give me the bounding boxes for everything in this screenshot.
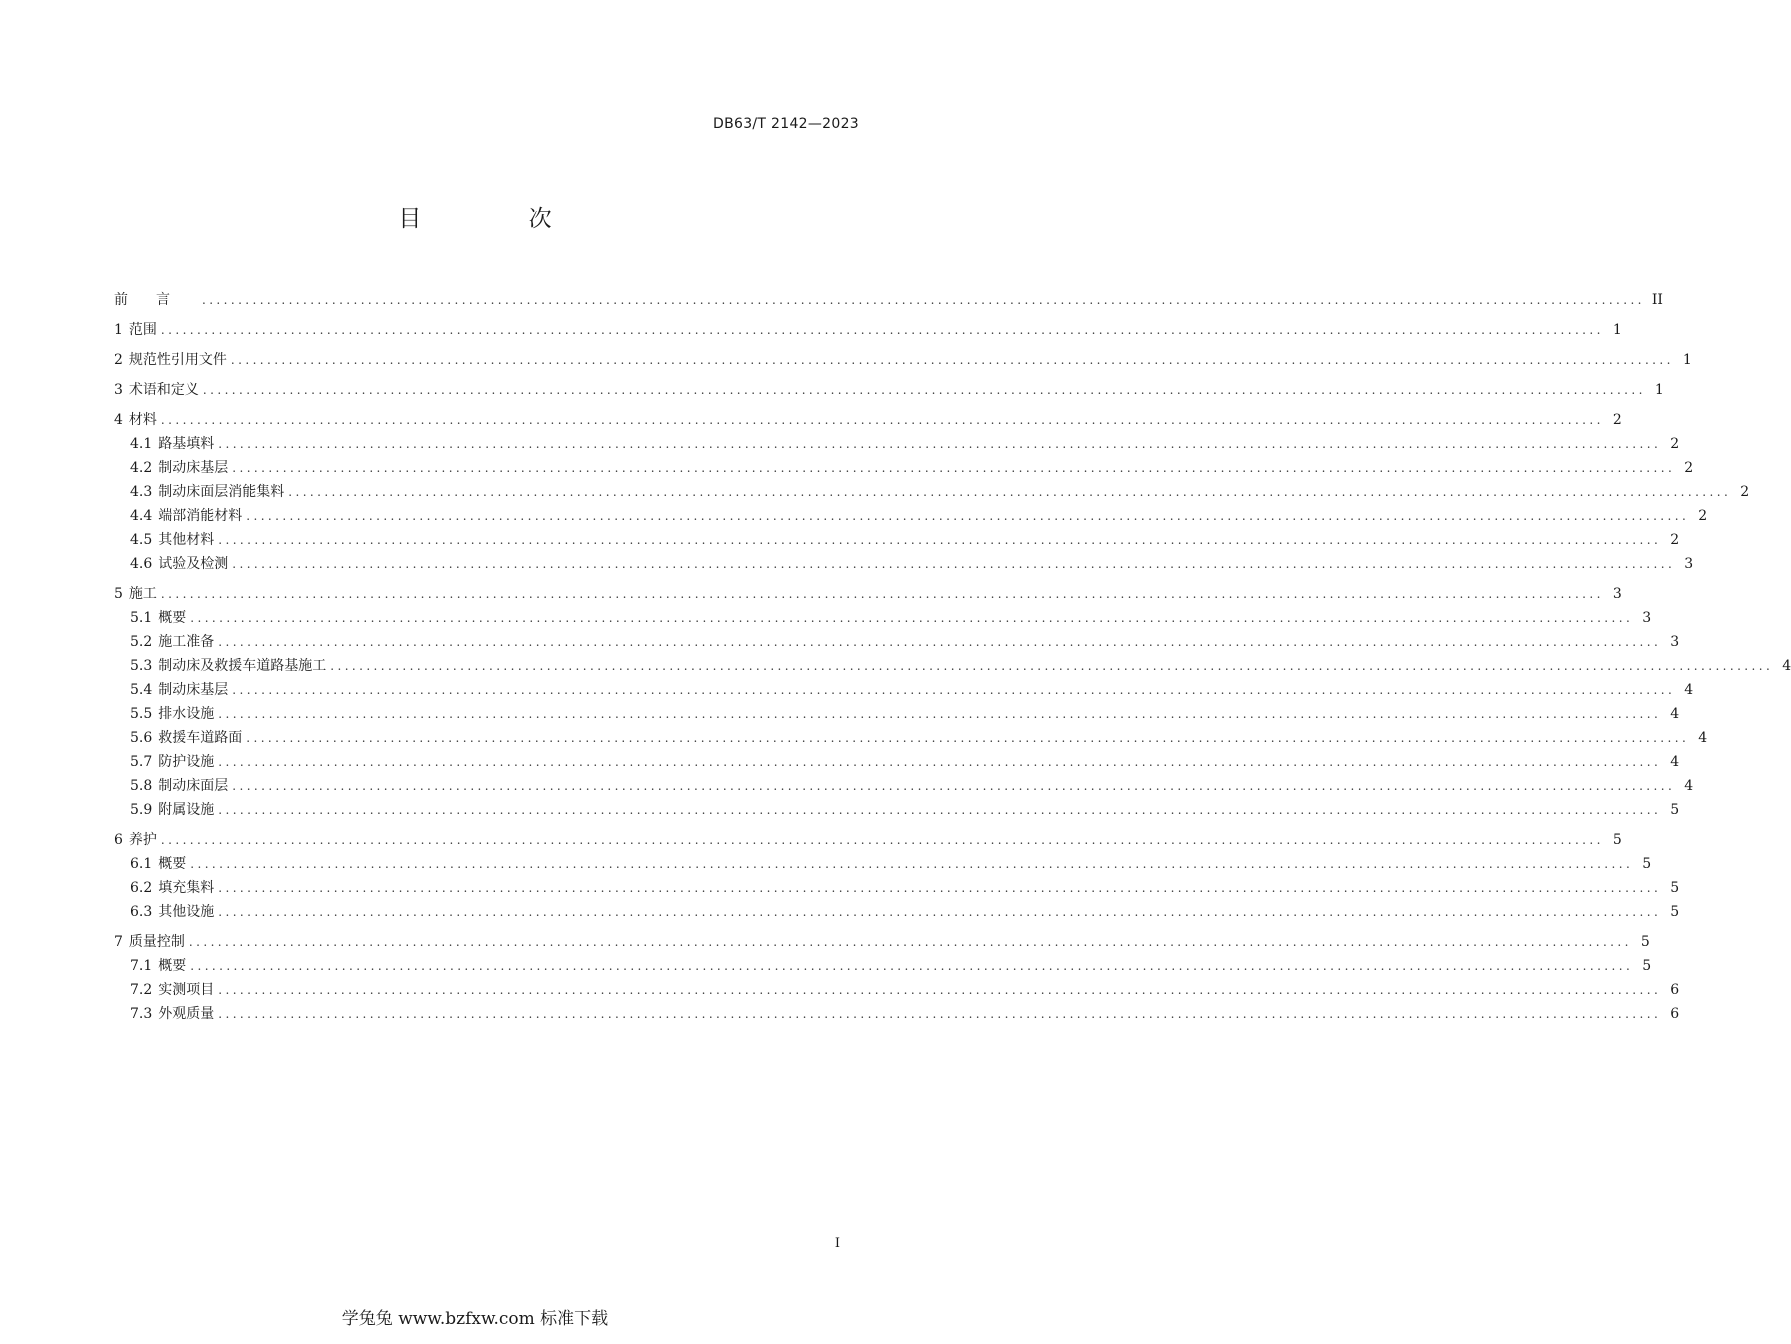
toc-entry-title: 其他设施 xyxy=(158,904,215,920)
toc-entry[interactable] xyxy=(114,900,1680,924)
toc-entry[interactable] xyxy=(114,954,1652,978)
toc-entry-number: 5.1 xyxy=(130,610,153,626)
toc-entry-number: 5 xyxy=(114,586,123,602)
toc-dot-leader: ........................................................................................................................................................................................................ xyxy=(288,485,1732,499)
toc-entry-title: 规范性引用文件 xyxy=(128,352,227,368)
toc-entry-label xyxy=(130,630,214,654)
toc-dot-leader: ........................................................................................................................................................................................................ xyxy=(218,1007,1662,1021)
toc-entry-label xyxy=(130,798,214,822)
toc-entry-page: 5 xyxy=(1670,802,1680,818)
toc-entry-page: 4 xyxy=(1684,778,1694,794)
toc-entry[interactable] xyxy=(114,480,1750,504)
toc-entry-page: 5 xyxy=(1642,856,1652,872)
toc-entry[interactable] xyxy=(114,798,1680,822)
toc-entry-label xyxy=(114,318,157,342)
toc-entry-label xyxy=(130,456,228,480)
toc-entry-number: 4 xyxy=(114,412,123,428)
toc-dot-leader: ........................................................................................................................................................................................................ xyxy=(188,935,1632,949)
toc-entry-number: 4.3 xyxy=(130,484,153,500)
toc-entry-number: 4.2 xyxy=(130,460,153,476)
toc-entry[interactable] xyxy=(114,828,1622,852)
toc-entry-number: 7.1 xyxy=(130,958,153,974)
toc-entry[interactable] xyxy=(114,978,1680,1002)
toc-entry-number: 7.2 xyxy=(130,982,153,998)
toc-entry-label xyxy=(130,432,214,456)
toc-entry-page: 2 xyxy=(1670,436,1680,452)
toc-entry-title: 概要 xyxy=(158,958,187,974)
toc-entry-title: 其他材料 xyxy=(158,532,215,548)
toc-entry[interactable] xyxy=(114,702,1680,726)
toc-entry-number: 4.5 xyxy=(130,532,153,548)
toc-entry-page: 2 xyxy=(1684,460,1694,476)
toc-entry-number: 5.7 xyxy=(130,754,153,770)
toc-entry-label xyxy=(130,504,242,528)
toc-entry-number: 4.6 xyxy=(130,556,153,572)
toc-entry[interactable] xyxy=(114,630,1680,654)
toc-dot-leader: ........................................................................................................................................................................................................ xyxy=(218,635,1662,649)
toc-entry-title: 质量控制 xyxy=(128,934,185,950)
toc-entry-number: 7 xyxy=(114,934,123,950)
toc-dot-leader: ........................................................................................................................................................................................................ xyxy=(190,959,1634,973)
toc-entry-page: 2 xyxy=(1670,532,1680,548)
toc-dot-leader: ........................................................................................................................................................................................................ xyxy=(218,437,1662,451)
toc-entry-title: 材料 xyxy=(128,412,157,428)
toc-entry-label xyxy=(130,528,214,552)
toc-dot-leader: ........................................................................................................................................................................................................ xyxy=(230,353,1674,367)
toc-dot-leader: ........................................................................................................................................................................................................ xyxy=(160,587,1604,601)
toc-entry[interactable] xyxy=(114,552,1694,576)
toc-dot-leader: ........................................................................................................................................................................................................ xyxy=(190,611,1634,625)
toc-entry[interactable] xyxy=(114,378,1664,402)
toc-entry-page: 2 xyxy=(1740,484,1750,500)
toc-entry-number: 5.3 xyxy=(130,658,153,674)
toc-entry-page: 1 xyxy=(1654,382,1664,398)
toc-dot-leader: ........................................................................................................................................................................................................ xyxy=(202,383,1646,397)
toc-entry-page: II xyxy=(1651,292,1663,308)
toc-entry-title: 施工 xyxy=(128,586,157,602)
toc-entry-page: 4 xyxy=(1670,706,1680,722)
toc-entry-title: 救援车道路面 xyxy=(158,730,243,746)
toc-entry-page: 2 xyxy=(1698,508,1708,524)
toc-dot-leader: ........................................................................................................................................................................................................ xyxy=(232,461,1676,475)
toc-entry-title: 填充集料 xyxy=(158,880,215,896)
toc-entry-number: 7.3 xyxy=(130,1006,153,1022)
toc-entry-title: 范围 xyxy=(128,322,157,338)
toc-entry-title: 排水设施 xyxy=(158,706,215,722)
toc-entry-page: 3 xyxy=(1642,610,1652,626)
toc-dot-leader: ........................................................................................................................................................................................................ xyxy=(246,509,1690,523)
toc-dot-leader: ........................................................................................................................................................................................................ xyxy=(218,533,1662,547)
toc-entry[interactable] xyxy=(114,654,1791,678)
toc-entry-page: 1 xyxy=(1612,322,1622,338)
toc-dot-leader: ........................................................................................................................................................................................................ xyxy=(218,755,1662,769)
toc-entry-title: 施工准备 xyxy=(158,634,215,650)
toc-dot-leader: ........................................................................................................................................................................................................ xyxy=(160,833,1604,847)
toc-entry[interactable] xyxy=(114,582,1622,606)
toc-dot-leader: ........................................................................................................................................................................................................ xyxy=(232,779,1676,793)
toc-entry-label xyxy=(114,288,198,312)
toc-entry-title: 路基填料 xyxy=(158,436,215,452)
toc-entry[interactable] xyxy=(114,930,1650,954)
toc-entry-page: 3 xyxy=(1612,586,1622,602)
page-title: 目 次 xyxy=(398,206,602,232)
toc-entry-label xyxy=(130,702,214,726)
toc-entry-number: 5.8 xyxy=(130,778,153,794)
toc-entry-label xyxy=(130,552,228,576)
toc-entry-title: 外观质量 xyxy=(158,1006,215,1022)
toc-entry-number: 5.9 xyxy=(130,802,153,818)
toc-entry-label xyxy=(114,930,185,954)
toc-entry[interactable] xyxy=(114,774,1694,798)
toc-dot-leader: ........................................................................................................................................................................................................ xyxy=(190,857,1634,871)
toc-entry-number: 5.5 xyxy=(130,706,153,722)
toc-entry-number: 4.1 xyxy=(130,436,153,452)
toc-entry[interactable] xyxy=(114,288,1663,312)
toc-dot-leader: ........................................................................................................................................................................................................ xyxy=(218,983,1662,997)
toc-dot-leader: ........................................................................................................................................................................................................ xyxy=(202,293,1645,307)
toc-entry-label xyxy=(130,654,326,678)
toc-dot-leader: ........................................................................................................................................................................................................ xyxy=(218,803,1662,817)
toc-entry-number: 5.2 xyxy=(130,634,153,650)
toc-entry-number: 6.2 xyxy=(130,880,153,896)
toc-entry-page: 4 xyxy=(1698,730,1708,746)
toc-entry[interactable] xyxy=(114,852,1652,876)
toc-entry-page: 4 xyxy=(1684,682,1694,698)
toc-entry-label xyxy=(130,954,186,978)
toc-entry-number: 6.3 xyxy=(130,904,153,920)
toc-entry[interactable] xyxy=(114,348,1692,372)
toc-entry-label xyxy=(114,378,199,402)
toc-entry[interactable] xyxy=(114,726,1708,750)
page-number: I xyxy=(834,1236,840,1251)
toc-entry-label xyxy=(130,726,242,750)
toc-entry-label xyxy=(130,750,214,774)
toc-entry-title: 制动床面层消能集料 xyxy=(158,484,285,500)
toc-entry-title: 概要 xyxy=(158,856,187,872)
toc-dot-leader: ........................................................................................................................................................................................................ xyxy=(232,683,1676,697)
toc-entry-title: 防护设施 xyxy=(158,754,215,770)
toc-entry-number: 5.6 xyxy=(130,730,153,746)
toc-entry-page: 4 xyxy=(1670,754,1680,770)
toc-entry-title: 制动床基层 xyxy=(158,460,229,476)
toc-dot-leader: ........................................................................................................................................................................................................ xyxy=(246,731,1690,745)
toc-entry[interactable] xyxy=(114,408,1622,432)
toc-entry-title: 养护 xyxy=(128,832,157,848)
toc-entry-label xyxy=(130,678,228,702)
toc-entry-label xyxy=(114,582,157,606)
toc-entry-title: 实测项目 xyxy=(158,982,215,998)
toc-dot-leader: ........................................................................................................................................................................................................ xyxy=(232,557,1676,571)
toc-entry[interactable] xyxy=(114,606,1652,630)
toc-entry-page: 5 xyxy=(1670,880,1680,896)
toc-entry-title: 附属设施 xyxy=(158,802,215,818)
toc-entry-number: 6 xyxy=(114,832,123,848)
footer-watermark: 学兔兔 www.bzfxw.com 标准下载 xyxy=(341,1309,609,1329)
toc-dot-leader: ........................................................................................................................................................................................................ xyxy=(218,707,1662,721)
toc-entry[interactable] xyxy=(114,528,1680,552)
toc-entry-label xyxy=(130,900,214,924)
toc-entry-title: 制动床面层 xyxy=(158,778,229,794)
toc-entry-number: 1 xyxy=(114,322,123,338)
toc-entry[interactable] xyxy=(114,750,1680,774)
toc-entry-page: 5 xyxy=(1670,904,1680,920)
toc-entry-label xyxy=(130,606,186,630)
toc-entry[interactable] xyxy=(114,876,1680,900)
toc-entry-page: 4 xyxy=(1782,658,1791,674)
toc-entry-page: 3 xyxy=(1684,556,1694,572)
table-of-contents xyxy=(114,288,1791,1026)
toc-entry-page: 5 xyxy=(1640,934,1650,950)
toc-entry-page: 6 xyxy=(1670,1006,1680,1022)
toc-entry[interactable] xyxy=(114,1002,1680,1026)
toc-entry-label xyxy=(130,852,186,876)
document-code: DB63/T 2142—2023 xyxy=(713,116,859,132)
toc-entry-number: 2 xyxy=(114,352,123,368)
toc-entry-label xyxy=(114,408,157,432)
toc-entry-title: 前言 xyxy=(114,292,198,308)
toc-entry-page: 5 xyxy=(1642,958,1652,974)
toc-entry-title: 制动床及救援车道路基施工 xyxy=(158,658,327,674)
toc-entry[interactable] xyxy=(114,456,1694,480)
toc-entry-title: 试验及检测 xyxy=(158,556,229,572)
toc-entry[interactable] xyxy=(114,318,1622,342)
toc-entry-page: 3 xyxy=(1670,634,1680,650)
toc-entry-title: 术语和定义 xyxy=(128,382,199,398)
toc-entry-title: 制动床基层 xyxy=(158,682,229,698)
toc-dot-leader: ........................................................................................................................................................................................................ xyxy=(160,323,1604,337)
toc-entry-page: 2 xyxy=(1612,412,1622,428)
toc-dot-leader: ........................................................................................................................................................................................................ xyxy=(330,659,1774,673)
toc-entry-label xyxy=(114,828,157,852)
toc-entry-page: 5 xyxy=(1612,832,1622,848)
toc-dot-leader: ........................................................................................................................................................................................................ xyxy=(218,881,1662,895)
toc-entry-label xyxy=(130,876,214,900)
toc-dot-leader: ........................................................................................................................................................................................................ xyxy=(218,905,1662,919)
toc-entry-number: 6.1 xyxy=(130,856,153,872)
toc-entry-title: 端部消能材料 xyxy=(158,508,243,524)
toc-entry[interactable] xyxy=(114,432,1680,456)
toc-entry-label xyxy=(130,480,284,504)
toc-entry-number: 4.4 xyxy=(130,508,153,524)
toc-entry-label xyxy=(130,978,214,1002)
toc-dot-leader: ........................................................................................................................................................................................................ xyxy=(160,413,1604,427)
toc-entry-page: 6 xyxy=(1670,982,1680,998)
toc-entry-label xyxy=(130,1002,214,1026)
toc-entry-title: 概要 xyxy=(158,610,187,626)
toc-entry-number: 5.4 xyxy=(130,682,153,698)
toc-entry-page: 1 xyxy=(1682,352,1692,368)
toc-entry-number: 3 xyxy=(114,382,123,398)
toc-entry-label xyxy=(114,348,227,372)
toc-entry[interactable] xyxy=(114,504,1708,528)
toc-entry[interactable] xyxy=(114,678,1694,702)
toc-entry-label xyxy=(130,774,228,798)
